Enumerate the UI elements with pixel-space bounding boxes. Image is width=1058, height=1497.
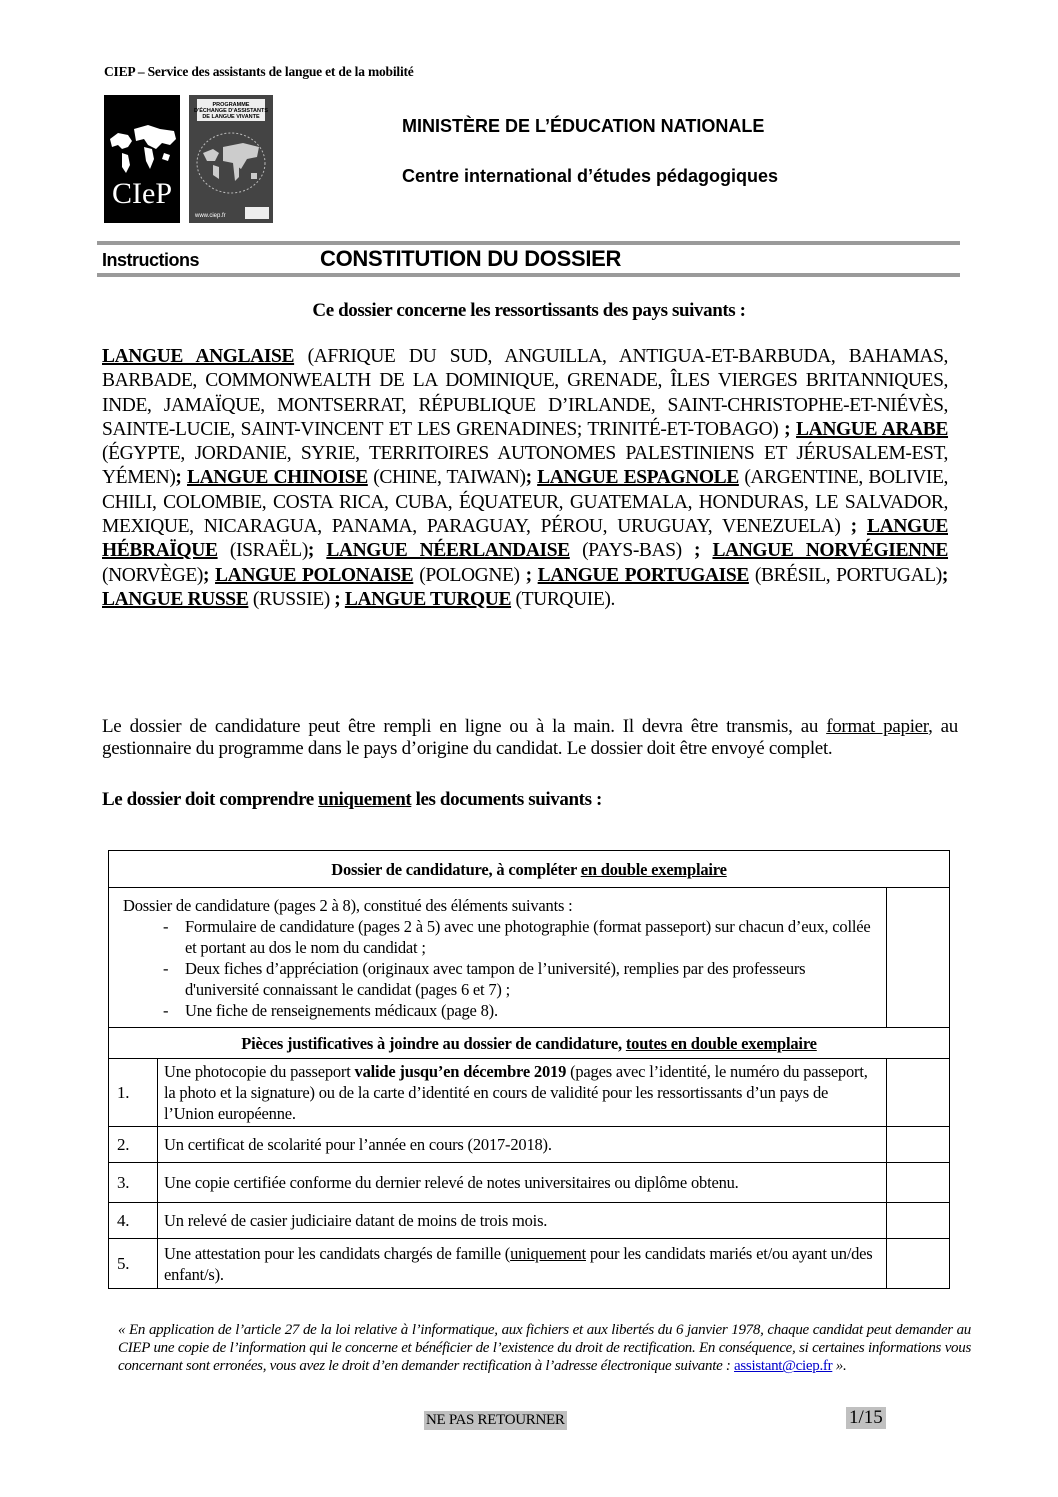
poster-url: www.ciep.fr: [195, 213, 226, 219]
section1-header: Dossier de candidature, à compléter en double exemplaire: [109, 851, 950, 888]
language-countries: (POLOGNE): [413, 564, 520, 586]
language-name: LANGUE ARABE: [796, 418, 949, 440]
svg-text:PROGRAMME: PROGRAMME: [212, 102, 250, 108]
documents-table: [108, 850, 950, 1289]
bottom-rule: [97, 273, 960, 277]
table-row: 3. Une copie certifiée conforme du dernier relevé de notes universitaires ou diplôme obtenu.: [109, 1163, 950, 1203]
centre-title: Centre international d’études pédagogiques: [402, 166, 779, 186]
list-item: - Formulaire de candidature (pages 2 à 5) avec une photographie (format passeport) sur chacun d’eux, collée et portant au dos le nom du candidat ;: [123, 916, 880, 958]
checkbox-cell[interactable]: [887, 1163, 950, 1203]
language-name: LANGUE PORTUGAISE: [537, 564, 749, 586]
language-countries: (RUSSIE): [248, 588, 330, 610]
ministry-title: MINISTÈRE DE L’ÉDUCATION NATIONALE: [402, 116, 765, 136]
top-rule: [97, 241, 960, 245]
ciep-logo-text: CIeP: [112, 177, 172, 210]
world-map-icon: [104, 95, 180, 223]
language-countries: (AFRIQUE DU SUD, ANGUILLA, ANTIGUA-ET-BARBUDA, BAHAMAS, BARBADE, COMMONWEALTH DE LA DOMINIQUE, GRENADE, ÎLES VIERGES BRITANNIQUES, INDE, JAMAÏQUE, MONTSERRAT, RÉPUBLIQUE D’IRLANDE, SAINT-CHRISTOPHE-ET-NIÉVÈS, SAINTE-LUCIE, SAINT-VINCENT ET LES GRENADINES; TRINITÉ-ET-TOBAGO): [102, 346, 948, 440]
checkbox-cell[interactable]: [887, 1203, 950, 1239]
program-poster: [189, 95, 273, 223]
page-number: 1/15: [846, 1407, 886, 1429]
svg-text:DE LANGUE VIVANTE: DE LANGUE VIVANTE: [202, 114, 260, 120]
ciep-logo: [104, 95, 180, 223]
intro-heading: Ce dossier concerne les ressortissants des pays suivants :: [312, 300, 746, 321]
checkbox-cell[interactable]: [887, 1239, 950, 1289]
section2-header: Pièces justificatives à joindre au dossier de candidature, toutes en double exemplaire: [109, 1028, 950, 1059]
list-item: - Deux fiches d’appréciation (originaux avec tampon de l’université), remplies par des professeurs d'université connaissant le candidat (pages 6 et 7) ;: [123, 958, 880, 1000]
do-not-return-notice: NE PAS RETOURNER: [426, 1412, 565, 1428]
language-name: LANGUE RUSSE: [102, 588, 249, 610]
page-title: CONSTITUTION DU DOSSIER: [320, 246, 622, 271]
checkbox-cell[interactable]: [887, 1059, 950, 1127]
row-text: Un certificat de scolarité pour l’année en cours (2017-2018).: [158, 1127, 887, 1163]
languages-list: LANGUE ANGLAISE (AFRIQUE DU SUD, ANGUILLA, ANTIGUA-ET-BARBUDA, BAHAMAS, BARBADE, COMMONWEALTH DE LA DOMINIQUE, GRENADE, ÎLES VIERGES BRITANNIQUES, INDE, JAMAÏQUE, MONTSERRAT, RÉPUBLIQUE D’IRLANDE, SAINT-CHRISTOPHE-ET-NIÉVÈS, SAINTE-LUCIE, SAINT-VINCENT ET LES GRENADINES; TRINITÉ-ET-TOBAGO) ; LANGUE ARABE (ÉGYPTE, JORDANIE, SYRIE, TERRITOIRES AUTONOMES PALESTINIENS ET JÉRUSALEM-EST, YÉMEN); LANGUE CHINOISE (CHINE, TAIWAN); LANGUE ESPAGNOLE (ARGENTINE, BOLIVIE, CHILI, COLOMBIE, COSTA RICA, CUBA, ÉQUATEUR, GUATEMALA, HONDURAS, LE SALVADOR, MEXIQUE, NICARAGUA, PANAMA, PARAGUAY, PÉROU, URUGUAY, VENEZUELA) ; LANGUE HÉBRAÏQUE (ISRAËL); LANGUE NÉERLANDAISE (PAYS-BAS) ; LANGUE NORVÉGIENNE (NORVÈGE); LANGUE POLONAISE (POLOGNE) ; LANGUE PORTUGAISE (BRÉSIL, PORTUGAL); LANGUE RUSSE (RUSSIE) ; LANGUE TURQUE (TURQUIE).: [102, 346, 949, 610]
language-name: LANGUE POLONAISE: [215, 564, 414, 586]
language-countries: (NORVÈGE): [102, 564, 203, 586]
language-name: LANGUE ANGLAISE: [102, 346, 295, 367]
language-countries: (TURQUIE).: [511, 588, 615, 610]
section-label: Instructions: [102, 250, 200, 270]
language-name: LANGUE ESPAGNOLE: [537, 467, 739, 489]
language-name: LANGUE TURQUE: [344, 588, 512, 610]
row-text: Un relevé de casier judiciaire datant de moins de trois mois.: [158, 1203, 887, 1239]
checkbox-cell[interactable]: [887, 888, 950, 1028]
email-link[interactable]: assistant@ciep.fr: [734, 1358, 833, 1375]
svg-text:D'ÉCHANGE D'ASSISTANTS: D'ÉCHANGE D'ASSISTANTS: [193, 108, 269, 114]
table-row: 5. Une attestation pour les candidats chargés de famille (uniquement pour les candidats mariés et/ou ayant un/des enfant/s).: [109, 1239, 950, 1289]
language-countries: (BRÉSIL, PORTUGAL): [748, 564, 942, 586]
table-row: 1. Une photocopie du passeport valide jusqu’en décembre 2019 (pages avec l’identité, le numéro du passeport, la photo et la signature) ou de la carte d’identité en cours de validité pour les ressortissants d’un pays de l’Union européenne.: [109, 1059, 950, 1127]
language-name: LANGUE HÉBRAÏQUE: [102, 516, 948, 562]
service-line: CIEP – Service des assistants de langue et de la mobilité: [104, 64, 414, 79]
legal-notice: « En application de l’article 27 de la loi relative à l’informatique, aux fichiers et aux libertés du 6 janvier 1978, chaque candidat peut demander au CIEP une copie de l’information qui le concerne et bénéficier de l’existence du droit de rectification. En conséquence, si certaines informations vous concernant sont erronées, vous avez le droit d’en demander rectification à l’adresse électronique suivante : assistant@ciep.fr ».: [118, 1322, 971, 1375]
language-countries: (CHINE, TAIWAN): [367, 467, 526, 489]
language-countries: (PAYS-BAS): [569, 540, 682, 562]
row-text: Une photocopie du passeport valide jusqu’en décembre 2019 (pages avec l’identité, le numéro du passeport, la photo et la signature) ou de la carte d’identité en cours de validité pour les ressortissants d’un pays de l’Union européenne.: [158, 1059, 887, 1127]
language-countries: (ÉGYPTE, JORDANIE, SYRIE, TERRITOIRES AUTONOMES PALESTINIENS ET JÉRUSALEM-EST, YÉMEN): [102, 443, 948, 489]
table-row: 2. Un certificat de scolarité pour l’année en cours (2017-2018).: [109, 1127, 950, 1163]
section1-content: Dossier de candidature (pages 2 à 8), constitué des éléments suivants : - Formulaire de candidature (pages 2 à 5) avec une photographie (format passeport) sur chacun d’eux, collée et portant au dos le nom du candidat ; - Deux fiches d’appréciation (originaux avec tampon de l’université), remplies par des professeurs d'université connaissant le candidat (pages 6 et 7) ; - Une fiche de renseignements médicaux (page 8).: [109, 888, 887, 1028]
language-name: LANGUE NÉERLANDAISE: [326, 540, 570, 562]
list-item: - Une fiche de renseignements médicaux (page 8).: [123, 1000, 880, 1021]
documents-intro: Le dossier doit comprendre uniquement les documents suivants :: [102, 789, 602, 810]
row-text: Une copie certifiée conforme du dernier relevé de notes universitaires ou diplôme obtenu.: [158, 1163, 887, 1203]
language-name: LANGUE NORVÉGIENNE: [712, 540, 949, 562]
row-text: Une attestation pour les candidats chargés de famille (uniquement pour les candidats mariés et/ou ayant un/des enfant/s).: [158, 1239, 887, 1289]
format-papier-emphasis: format papier: [826, 716, 929, 737]
language-name: LANGUE CHINOISE: [186, 467, 368, 489]
checkbox-cell[interactable]: [887, 1127, 950, 1163]
language-countries: (ISRAËL): [217, 540, 308, 562]
instructions-paragraph: Le dossier de candidature peut être rempli en ligne ou à la main. Il devra être transmis, au format papier, au gestionnaire du programme dans le pays d’origine du candidat. Le dossier doit être envoyé complet.: [102, 716, 958, 759]
table-row: 4. Un relevé de casier judiciaire datant de moins de trois mois.: [109, 1203, 950, 1239]
language-countries: (ARGENTINE, BOLIVIE, CHILI, COLOMBIE, COSTA RICA, CUBA, ÉQUATEUR, GUATEMALA, HONDURAS, LE SALVADOR, MEXIQUE, NICARAGUA, PANAMA, PARAGUAY, PÉROU, URUGUAY, VENEZUELA): [102, 467, 948, 538]
